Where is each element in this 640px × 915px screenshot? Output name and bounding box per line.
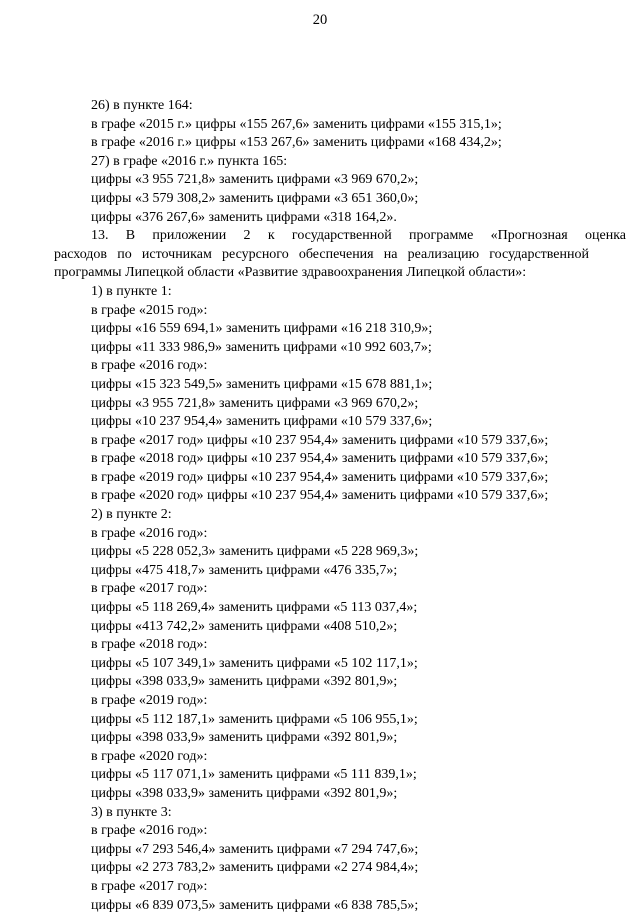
amendment-line: цифры «376 267,6» заменить цифрами «318 164,2». — [91, 209, 397, 225]
amendments-block-a — [91, 97, 589, 227]
amendment-line: цифры «5 117 071,1» заменить цифрами «5 111 839,1»; — [91, 767, 417, 783]
paragraph-13-line-2: расходов по источникам ресурсного обеспечения на реализацию государственной — [54, 246, 589, 262]
paragraph-13-line-1: 13. В приложении 2 к государственной программе «Прогнозная оценка — [91, 228, 626, 244]
amendment-line: цифры «5 107 349,1» заменить цифрами «5 102 117,1»; — [91, 655, 418, 671]
amendment-line: в графе «2016 год»: — [91, 358, 208, 374]
page-number: 20 — [312, 12, 328, 28]
amendment-line: цифры «5 118 269,4» заменить цифрами «5 113 037,4»; — [91, 600, 418, 616]
amendment-line: цифры «16 559 694,1» заменить цифрами «16 218 310,9»; — [91, 321, 433, 337]
amendment-line: цифры «398 033,9» заменить цифрами «392 801,9»; — [91, 785, 398, 801]
amendment-line: цифры «475 418,7» заменить цифрами «476 335,7»; — [91, 562, 398, 578]
amendment-line: в графе «2017 год» цифры «10 237 954,4» заменить цифрами «10 579 337,6»; — [91, 432, 549, 448]
amendment-line: в графе «2019 год» цифры «10 237 954,4» заменить цифрами «10 579 337,6»; — [91, 469, 549, 485]
amendment-line: цифры «10 237 954,4» заменить цифрами «10 579 337,6»; — [91, 414, 433, 430]
amendment-line: цифры «7 293 546,4» заменить цифрами «7 294 747,6»; — [91, 841, 419, 857]
paragraph-13-line-3: программы Липецкой области «Развитие здравоохранения Липецкой области»: — [54, 265, 527, 281]
amendment-line: цифры «5 228 052,3» заменить цифрами «5 228 969,3»; — [91, 544, 419, 560]
amendment-line: в графе «2019 год»: — [91, 693, 208, 708]
amendment-line: в графе «2015 г.» цифры «155 267,6» заменить цифрами «155 315,1»; — [91, 116, 502, 132]
amendment-line: 27) в графе «2016 г.» пункта 165: — [91, 153, 288, 169]
amendment-line: цифры «15 323 549,5» заменить цифрами «15 678 881,1»; — [91, 376, 433, 392]
paragraph-13 — [54, 227, 626, 283]
amendments-block-b — [91, 283, 589, 915]
amendment-line: 1) в пункте 1: — [91, 283, 172, 299]
amendment-line: 3) в пункте 3: — [91, 804, 172, 820]
amendment-line: в графе «2020 год»: — [91, 748, 208, 764]
amendment-line: цифры «3 955 721,8» заменить цифрами «3 969 670,2»; — [91, 172, 419, 188]
amendment-line: цифры «5 112 187,1» заменить цифрами «5 106 955,1»; — [91, 711, 418, 727]
amendment-line: в графе «2017 год»: — [91, 878, 208, 894]
amendment-line: 26) в пункте 164: — [91, 98, 193, 113]
amendment-line: в графе «2015 год»: — [91, 302, 208, 318]
amendment-line: в графе «2016 г.» цифры «153 267,6» заменить цифрами «168 434,2»; — [91, 135, 502, 151]
amendment-line: цифры «398 033,9» заменить цифрами «392 801,9»; — [91, 730, 398, 746]
amendment-line: цифры «3 955 721,8» заменить цифрами «3 969 670,2»; — [91, 395, 419, 411]
amendment-line: в графе «2020 год» цифры «10 237 954,4» заменить цифрами «10 579 337,6»; — [91, 488, 549, 504]
amendment-line: цифры «11 333 986,9» заменить цифрами «10 992 603,7»; — [91, 339, 432, 355]
amendment-line: цифры «2 273 783,2» заменить цифрами «2 274 984,4»; — [91, 860, 419, 876]
amendment-line: в графе «2018 год»: — [91, 637, 208, 653]
amendment-line: в графе «2016 год»: — [91, 525, 208, 541]
amendment-line: цифры «413 742,2» заменить цифрами «408 510,2»; — [91, 618, 398, 634]
amendment-line: в графе «2017 год»: — [91, 581, 208, 597]
amendment-line: в графе «2016 год»: — [91, 823, 208, 839]
amendment-line: в графе «2018 год» цифры «10 237 954,4» заменить цифрами «10 579 337,6»; — [91, 451, 549, 467]
amendment-line: 2) в пункте 2: — [91, 507, 172, 523]
document-body — [54, 97, 626, 915]
amendment-line: цифры «398 033,9» заменить цифрами «392 801,9»; — [91, 674, 398, 690]
amendment-line: цифры «3 579 308,2» заменить цифрами «3 651 360,0»; — [91, 190, 419, 206]
amendment-line: цифры «6 839 073,5» заменить цифрами «6 838 785,5»; — [91, 897, 419, 913]
